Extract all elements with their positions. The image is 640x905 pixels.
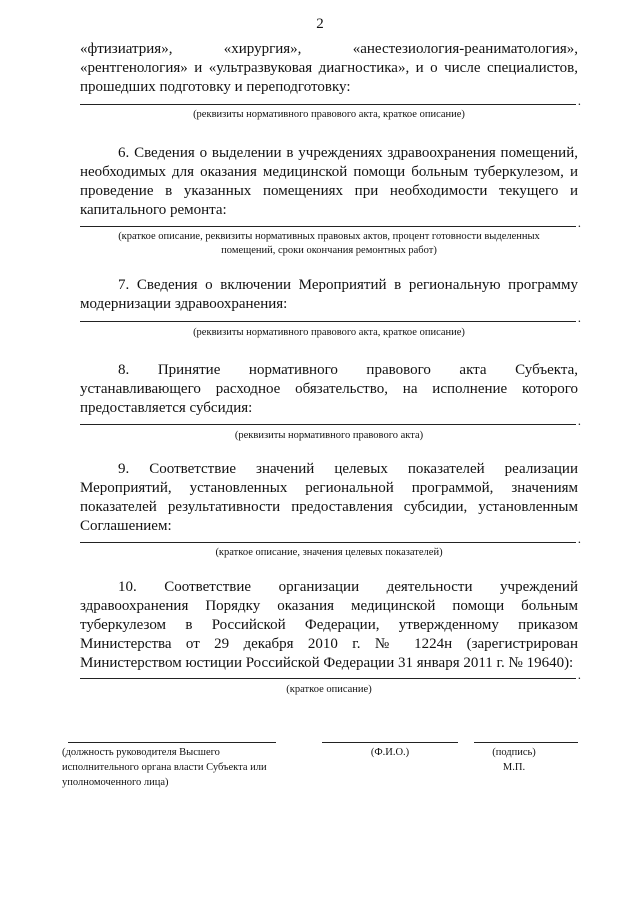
- item-10-fill-line: [80, 678, 576, 679]
- item-10-paragraph: 10. Соответствие организации деятельности учреждений здравоохранения Порядку оказания медицинской помощи больным туберкулезом в Российской Федерации, утвержденному приказом Министерства от 29 декабря 2010 г. № 1224н (зарегистрирован Министерством юстиции Российской Федерации 31 января 2011 г. № 19640):: [80, 579, 578, 671]
- page-number: 2: [316, 16, 324, 32]
- item-7-caption: (реквизиты нормативного правового акта, краткое описание): [193, 327, 465, 338]
- position-label: (должность руководителя Высшего исполнительного органа власти Субъекта или уполномоченного лица): [62, 747, 267, 788]
- intro-caption: (реквизиты нормативного правового акта, краткое описание): [193, 109, 465, 120]
- item-6-paragraph: 6. Сведения о выделении в учреждениях здравоохранения помещений, необходимых для оказания медицинской помощи больным туберкулезом, и проведение в указанных помещениях при необходимости текущего и капитального ремонта:: [80, 145, 578, 218]
- item-9-caption: (краткое описание, значения целевых показателей): [215, 547, 443, 558]
- item-6-caption: (краткое описание, реквизиты нормативных правовых актов, процент готовности выделенных помещений, сроки окончания ремонтных работ): [118, 231, 540, 256]
- intro-paragraph: «фтизиатрия», «хирургия», «анестезиология-реаниматология», «рентгенология» и «ультразвуковая диагностика», и о числе специалистов, прошедших подготовку и переподготовку:: [80, 41, 578, 95]
- item-8-caption: (реквизиты нормативного правового акта): [234, 430, 424, 441]
- item-9-paragraph: 9. Соответствие значений целевых показателей реализации Мероприятий, установленных региональной программой, значениям показателей результативности предоставления субсидии, установленным Соглашением:: [80, 461, 578, 534]
- stamp-label: М.П.: [502, 762, 526, 773]
- item-9-fill-line: [80, 542, 576, 543]
- item-7-paragraph: 7. Сведения о включении Мероприятий в региональную программу модернизации здравоохранения:: [80, 277, 578, 312]
- intro-fill-line: [80, 104, 576, 105]
- item-6-fill-line: [80, 226, 576, 227]
- sign-label: (подпись): [492, 747, 536, 758]
- name-signature-line: [322, 742, 458, 743]
- sign-signature-line: [474, 742, 578, 743]
- item-10-caption: (краткое описание): [286, 684, 372, 695]
- item-7-fill-line: [80, 321, 576, 322]
- position-signature-line: [68, 742, 276, 743]
- name-label: (Ф.И.О.): [370, 747, 410, 758]
- item-8-paragraph: 8. Принятие нормативного правового акта Субъекта, устанавливающего расходное обязательство, на исполнение которого предоставляется субсидия:: [80, 362, 578, 416]
- item-8-fill-line: [80, 424, 576, 425]
